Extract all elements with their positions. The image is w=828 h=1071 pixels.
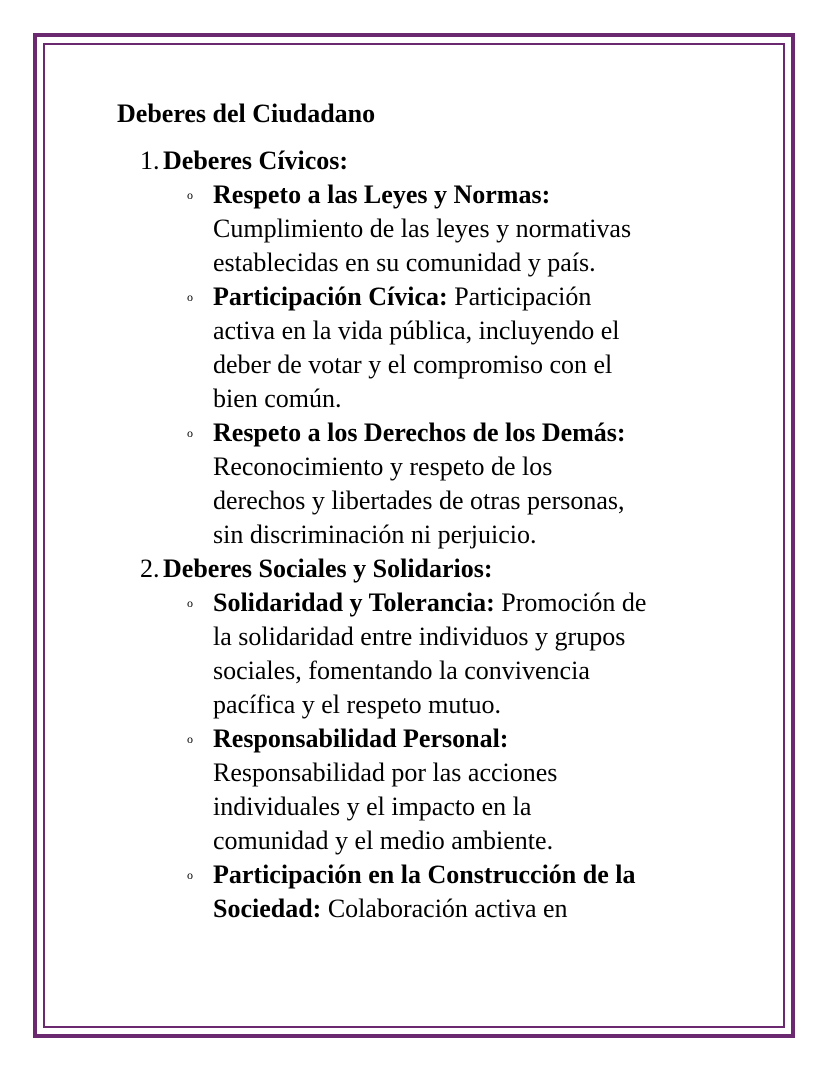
bullet-icon: o xyxy=(187,868,193,882)
text-line xyxy=(213,518,737,552)
section xyxy=(117,552,737,926)
text-line xyxy=(213,688,737,722)
list-item xyxy=(117,280,737,416)
item-text: Cumplimiento de las leyes y normativas xyxy=(213,214,632,243)
item-text: deber de votar y el compromiso con el xyxy=(213,350,613,379)
bullet-icon: o xyxy=(187,290,193,304)
text-line xyxy=(213,484,737,518)
section-number: 1. xyxy=(140,146,160,175)
section-list xyxy=(117,144,737,926)
text-line xyxy=(213,654,737,688)
section-heading xyxy=(117,144,737,178)
text-line xyxy=(213,892,737,926)
text-line xyxy=(213,824,737,858)
item-label: Respeto a los Derechos de los Demás: xyxy=(213,418,626,447)
text-line xyxy=(213,314,737,348)
list-item xyxy=(117,722,737,858)
bullet-icon: o xyxy=(187,188,193,202)
item-text: sin discriminación ni perjuicio. xyxy=(213,520,537,549)
list-item xyxy=(117,178,737,280)
text-line xyxy=(213,586,737,620)
bullet-icon: o xyxy=(187,596,193,610)
item-text: la solidaridad entre individuos y grupos xyxy=(213,622,626,651)
item-text: comunidad y el medio ambiente. xyxy=(213,826,554,855)
text-line xyxy=(213,790,737,824)
item-text: activa en la vida pública, incluyendo el xyxy=(213,316,620,345)
item-label: Participación Cívica: xyxy=(213,282,448,311)
section-heading xyxy=(117,552,737,586)
item-text: establecidas en su comunidad y país. xyxy=(213,248,596,277)
list-item xyxy=(117,586,737,722)
item-text: derechos y libertades de otras personas, xyxy=(213,486,625,515)
section-heading-text: Deberes Cívicos: xyxy=(163,146,349,175)
item-text: Participación xyxy=(447,282,592,311)
section-heading-text: Deberes Sociales y Solidarios: xyxy=(163,554,493,583)
bullet-icon: o xyxy=(187,732,193,746)
text-line xyxy=(213,280,737,314)
text-line xyxy=(213,246,737,280)
item-text: Promoción de xyxy=(494,588,647,617)
text-line xyxy=(213,756,737,790)
item-text: Responsabilidad por las acciones xyxy=(213,758,558,787)
text-line xyxy=(213,620,737,654)
text-line xyxy=(213,722,737,756)
text-line xyxy=(213,450,737,484)
item-text: pacífica y el respeto mutuo. xyxy=(213,690,502,719)
item-label: Participación en la Construcción de la xyxy=(213,860,636,889)
list-item xyxy=(117,416,737,552)
text-line xyxy=(213,178,737,212)
item-label: Sociedad: xyxy=(213,894,322,923)
item-text: Colaboración activa en xyxy=(321,894,568,923)
list-item xyxy=(117,858,737,926)
item-text: Reconocimiento y respeto de los xyxy=(213,452,553,481)
item-text: bien común. xyxy=(213,384,342,413)
section xyxy=(117,144,737,552)
item-text: sociales, fomentando la convivencia xyxy=(213,656,590,685)
text-line xyxy=(213,858,737,892)
item-label: Responsabilidad Personal: xyxy=(213,724,509,753)
document-body xyxy=(117,94,737,926)
section-number: 2. xyxy=(140,554,160,583)
document-title: Deberes del Ciudadano xyxy=(117,99,376,128)
text-line xyxy=(213,416,737,450)
text-line xyxy=(213,382,737,416)
bullet-icon: o xyxy=(187,426,193,440)
text-line xyxy=(213,212,737,246)
item-text: individuales y el impacto en la xyxy=(213,792,532,821)
item-label: Solidaridad y Tolerancia: xyxy=(213,588,495,617)
item-label: Respeto a las Leyes y Normas: xyxy=(213,180,551,209)
text-line xyxy=(213,348,737,382)
